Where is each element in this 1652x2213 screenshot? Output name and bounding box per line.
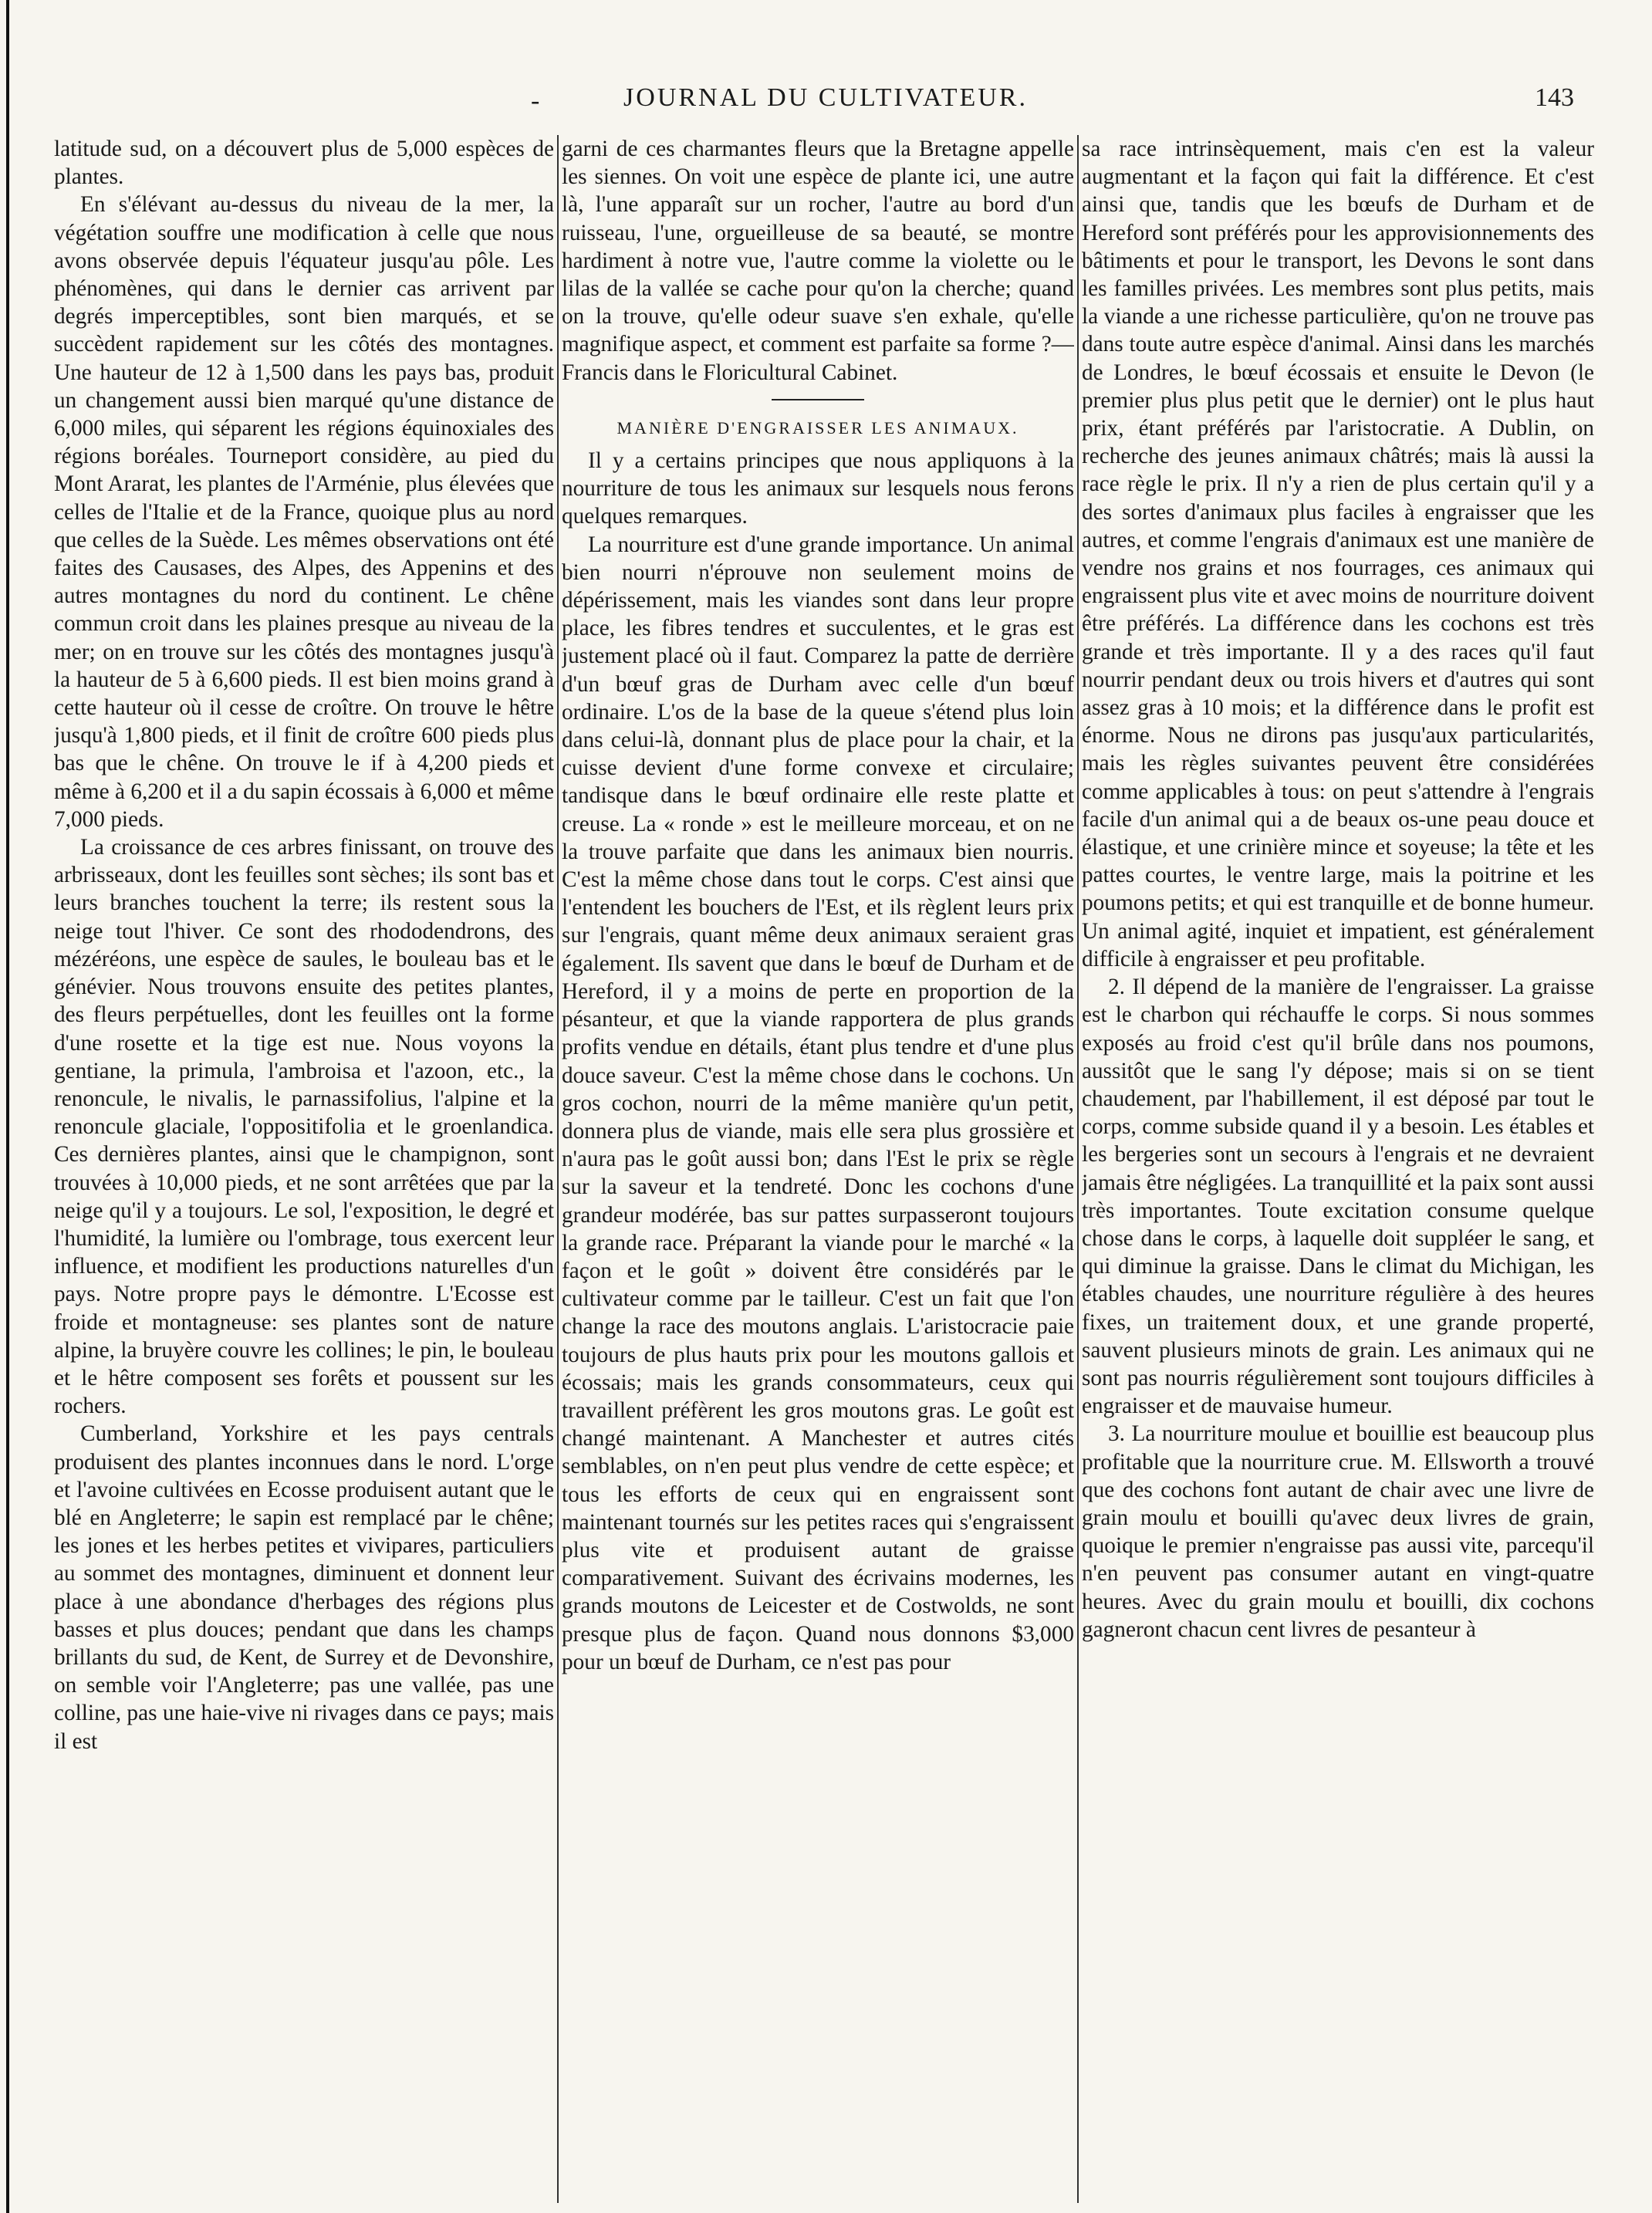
column-1	[54, 135, 554, 2203]
paragraph: En s'élévant au-dessus du niveau de la mer, la végétation souffre une modification à celle que nous avons observée depuis l'équateur jusqu'au pôle. Les phénomènes, qui dans le dernier cas arrivent par degrés imperceptibles, sont bien marqués, et se succèdent rapidement sur les côtés des montagnes. Une hauteur de 12 à 1,500 dans les pays bas, produit un changement aussi bien marqué qu'une distance de 6,000 miles, qui séparent les régions équinoxiales des régions boréales. Tourneport considère, au pied du Mont Ararat, les plantes de l'Arménie, plus élevées que celles de l'Italie et de la France, quoique plus au nord que celles de la Suède. Les mêmes observations ont été faites des Causases, des Alpes, des Appenins et des autres montagnes du nord du continent. Le chêne commun croit dans les plaines presque au niveau de la mer; on en trouve sur les côtés des montagnes jusqu'à la hauteur de 5 à 6,600 pieds. Il est bien moins grand à cette hauteur où il cesse de croître. On trouve le hêtre jusqu'à 1,800 pieds, et il finit de croître 600 pieds plus bas que le chêne. On trouve le if à 4,200 pieds et même à 6,200 et il a du sapin écossais à 6,000 et même 7,000 pieds.	[54, 192, 554, 832]
paragraph: garni de ces charmantes fleurs que la Bretagne appelle les siennes. On voit une espèce de plante ici, une autre là, l'une apparaît sur un rocher, l'autre au bord d'un ruisseau, l'une, orgueilleuse de sa beauté, se montre hardiment à notre vue, l'autre comme la violette ou le lilas de la vallée se cache pour qu'on la cherche; quand on la trouve, qu'elle odeur suave s'en exhale, qu'elle magnifique aspect, et comment est parfaite sa forme ?—Francis dans le Floricultural Cabinet.	[562, 137, 1074, 385]
paragraph: Cumberland, Yorkshire et les pays centrals produisent des plantes inconnues dans le nord. L'orge et l'avoine cultivées en Ecosse produisent autant que le blé en Angleterre; le sapin est remplacé par le chêne; les jones et les herbes petites et vivipares, particuliers au sommet des montagnes, diminuent et donnent leur place à une abondance d'herbages des régions plus basses et plus douces; pendant que dans les champs brillants du sud, de Kent, de Surrey et de Devonshire, on semble voir l'Angleterre; pas une vallée, pas une colline, pas une haie-vive ni rivages dans ce pays; mais il est	[54, 1421, 554, 1754]
text-columns	[54, 135, 1597, 2203]
section-title: MANIÈRE D'ENGRAISSER LES ANIMAUX.	[617, 417, 1019, 438]
paragraph: La croissance de ces arbres finissant, on trouve des arbrisseaux, dont les feuilles sont sèches; ils sont bas et leurs branches touchent la terre; ils restent sous la neige tout l'hiver. Ce sont des rhododendrons, des mézéréons, une espèce de saules, le bouleau bas et le génévier. Nous trouvons ensuite des petites plantes, des fleurs perpétuelles, dont les feuilles ont la forme d'une rosette et la tige est nue. Nous voyons la gentiane, la primula, l'ambroisa et l'azoon, etc., la renoncule, le nivalis, le parnassifolius, l'alpine et la renoncule glaciale, l'oppositifolia et le groenlandica. Ces dernières plantes, ainsi que le champignon, sont trouvées à 10,000 pieds, et ne sont arrêtées que par la neige qu'il y a toujours. Le sol, l'exposition, le degré et l'humidité, la lumière ou l'ombrage, tous exercent leur influence, et modifient les productions naturelles d'un pays. Notre propre pays le démontre. L'Ecosse est froide et montagneuse: ses plantes sont de nature alpine, la bruyère couvre les collines; le pin, le bouleau et le hêtre composent ses forêts et poussent sur les rochers.	[54, 835, 554, 1419]
paragraph: 2. Il dépend de la manière de l'engraisser. La graisse est le charbon qui réchauffe le corps. Si nous sommes exposés au froid c'est qu'il brûle dans nos poumons, aussitôt que le sang l'y dépose; mais si on se tient chaudement, par l'habillement, il est déposé par tout le corps, comme subside quand il y a besoin. Les étables et les bergeries sont un secours à l'engrais et ne devraient jamais être négligées. La tranquillité et la paix sont aussi très importantes. Toute excitation consume quelque chose dans le corps, à laquelle doit suppléer le sang, et qui diminue la graisse. Dans le climat du Michigan, les étables chaudes, une nourriture régulière à des heures fixes, un traitement doux, et une grande properté, sauvent plusieurs minots de grain. Les animaux qui ne sont pas nourris régulièrement sont toujours difficiles à engraisser et de mauvaise humeur.	[1082, 975, 1594, 1419]
paragraph: 3. La nourriture moulue et bouillie est beaucoup plus profitable que la nourriture crue. M. Ellsworth a trouvé que des cochons font autant de chair avec une livre de grain moulu et bouilli qu'avec deux livres de grain, quoique le premier n'engraisse pas aussi vite, parcequ'il n'en peuvent pas consumer autant en vingt-quatre heures. Avec du grain moulu et bouilli, dix cochons gagneront chacun cent livres de pesanteur à	[1082, 1421, 1594, 1642]
page-header	[54, 83, 1597, 130]
column-rule	[557, 135, 559, 2203]
column-3	[1082, 135, 1594, 2203]
page-number: 143	[1535, 83, 1574, 112]
column-rule	[1077, 135, 1079, 2203]
header-dash: -	[531, 86, 540, 115]
paragraph: latitude sud, on a découvert plus de 5,000 espèces de plantes.	[54, 137, 554, 190]
running-title: JOURNAL DU CULTIVATEUR.	[623, 83, 1028, 112]
page-left-border	[6, 0, 9, 2213]
section-divider	[772, 399, 864, 400]
column-2	[562, 135, 1074, 2203]
paragraph: Il y a certains principes que nous appliquons à la nourriture de tous les animaux sur lesquels nous ferons quelques remarques.	[562, 448, 1074, 529]
paragraph: sa race intrinsèquement, mais c'en est la valeur augmentant et la façon qui fait la différence. Et c'est ainsi que, tandis que les bœufs de Durham et de Hereford sont préférés pour les approvisionnements des bâtiments et pour le transport, les Devons le sont dans les familles privées. Les membres sont plus petits, mais la viande a une richesse particulière, qu'on ne trouve pas dans toute autre espèce d'animal. Ainsi dans les marchés de Londres, le bœuf écossais et ensuite le Devon (le premier plus plus petit que le dernier) ont le plus haut prix, étant préférés par l'aristocratie. A Dublin, on recherche des jeunes animaux châtrés; mais là aussi la race règle le prix. Il n'y a rien de plus certain qu'il y a des sortes d'animaux plus faciles à engraisser que les autres, et comme l'engrais d'animaux est une manière de vendre nos grains et nos fourrages, ces animaux qui engraissent plus vite et avec moins de nourriture doivent être préférés. La différence dans les cochons est très grande et très importante. Il y a des races qu'il faut nourrir pendant deux ou trois hivers et d'autres qui sont assez gras à 10 mois; et la différence dans le profit est énorme. Nous ne dirons pas jusqu'aux particularités, mais les règles suivantes peuvent être considérées comme applicables à tous: on peut s'attendre à l'engrais facile d'un animal qui a de beaux os-une peau douce et élastique, et une crinière mince et soyeuse; la tête et les pattes courtes, le ventre large, mais la poitrine et les poumons petits; et qui est tranquille et de bonne humeur. Un animal agité, inquiet et impatient, est généralement difficile à engraisser et peu profitable.	[1082, 137, 1594, 971]
paragraph: La nourriture est d'une grande importance. Un animal bien nourri n'éprouve non seulement moins de dépérissement, mais les viandes sont dans leur propre place, les fibres tendres et succulentes, et le gras est justement placé où il faut. Comparez la patte de derrière d'un bœuf gras de Durham avec celle d'un bœuf ordinaire. L'os de la base de la queue s'étend plus loin dans celui-là, donnant plus de place pour la chair, et la cuisse devient d'une forme convexe et circulaire; tandisque dans le bœuf ordinaire elle reste platte et creuse. La « ronde » est le meilleure morceau, et on ne la trouve parfaite que dans les animaux bien nourris. C'est la même chose dans tout le corps. C'est ainsi que l'entendent les bouchers de l'Est, et ils règlent leurs prix sur l'engrais, quant même deux animaux seraient gras également. Ils savent que dans le bœuf de Durham et de Hereford, il y a moins de perte en proportion de la pésanteur, et que la viande rapportera de plus grands profits vendue en détails, étant plus tendre et d'une plus douce saveur. C'est la même chose dans le cochons. Un gros cochon, nourri de la même manière qu'un petit, donnera plus de viande, mais elle sera plus grossière et n'aura pas le goût aussi bon; dans l'Est le prix se règle sur la saveur et la tendreté. Donc les cochons d'une grandeur modérée, bas sur pattes surpasseront toujours la grande race. Préparant la viande pour le marché « la façon et le goût » doivent être considérés par le cultivateur comme par le tailleur. C'est un fait que l'on change la race des moutons anglais. L'aristocracie paie toujours de plus hauts prix pour les moutons gallois et écossais; mais les grands consommateurs, ceux qui travaillent préfèrent les gros moutons gras. Le goût est changé maintenant. A Manchester et autres cités semblables, on n'en peut plus vendre de cette espèce; et tous les efforts de ceux qui en engraissent sont maintenant tournés sur les petites races qui s'engraissent plus vite et produisent autant de graisse comparativement. Suivant des écrivains modernes, les grands moutons de Leicester et de Costwolds, ne sont presque plus de façon. Quand nous donnons $3,000 pour un bœuf de Durham, ce n'est pas pour	[562, 532, 1074, 1674]
